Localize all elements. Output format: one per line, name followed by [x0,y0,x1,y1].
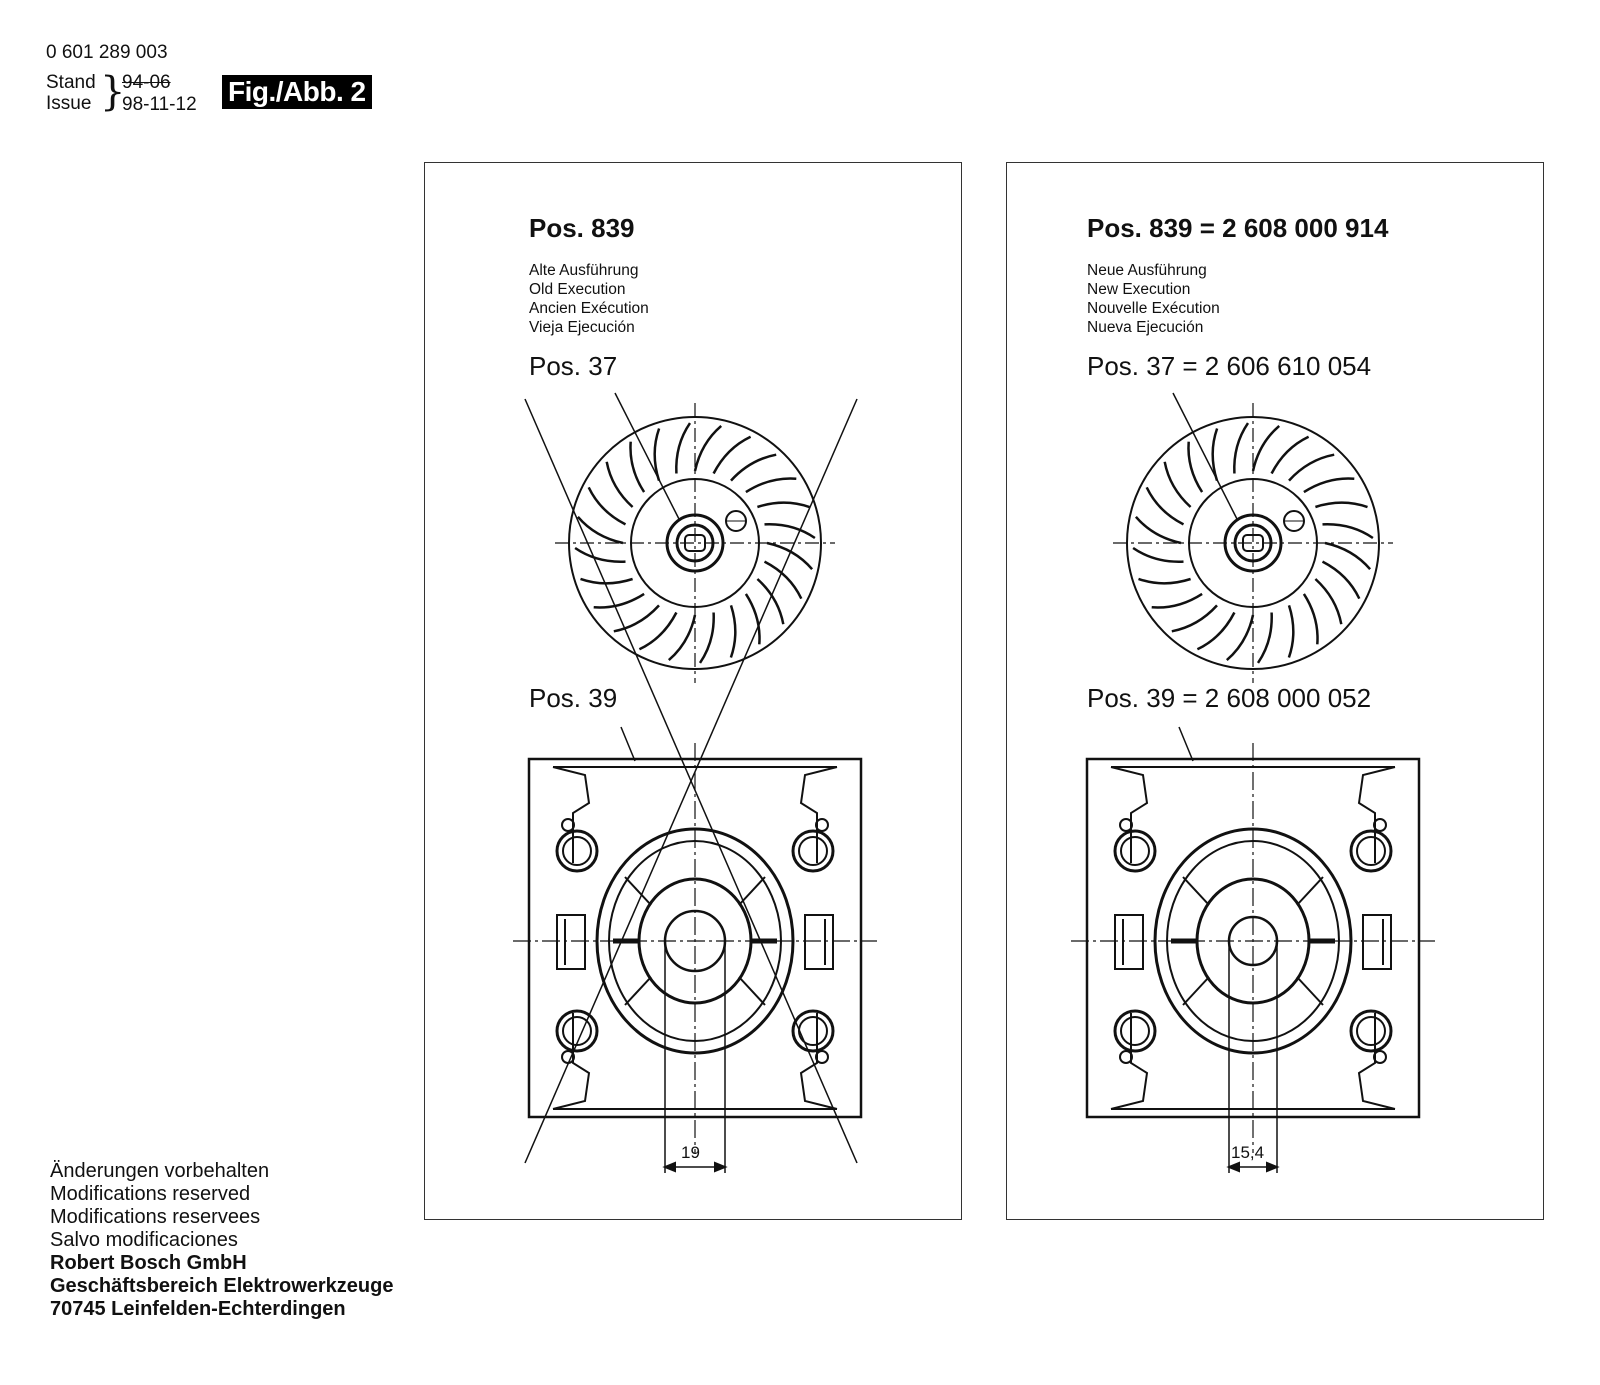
fan-blade [1315,579,1341,624]
fan-blade [578,517,623,543]
cross-out-lines [525,399,857,1163]
brace-glyph: } [100,69,126,115]
execution-list [529,261,649,337]
fan-blade [1227,615,1253,660]
fan-blade [757,503,809,507]
fan-blade [669,615,695,660]
fan-blade [676,423,690,473]
fan-blade [1289,455,1334,481]
note-es: Salvo modificaciones [50,1229,238,1251]
part-number: 0 601 289 003 [46,42,168,63]
panel-title: Pos. 839 [529,213,635,243]
fan-blade [1289,605,1293,657]
dimension-label: 19 [681,1143,700,1162]
fan-blade [695,426,721,471]
execution-en: New Execution [1087,281,1191,298]
fan-blade [630,442,644,492]
pos-37-label: Pos. 37 = 2 606 610 054 [1087,351,1372,381]
fan-blade [1258,613,1272,663]
execution-fr: Nouvelle Exécution [1087,300,1220,317]
company-division: Geschäftsbereich Elektrowerkzeuge [50,1275,394,1297]
fan-blade [1315,503,1367,507]
dimension-label: 15,4 [1231,1143,1265,1162]
fan-blade [767,543,812,569]
panel-old-execution [424,162,962,1220]
fan-blade [1304,478,1354,492]
fan-drawing [555,393,835,683]
execution-en: Old Execution [529,281,626,298]
note-fr: Modifications reservees [50,1206,261,1228]
pos-39-label: Pos. 39 [529,683,618,713]
fan-blade [1253,426,1279,471]
fan-blade [575,548,625,562]
figure-label: Fig./Abb. 2 [222,75,372,109]
panel-new-execution [1006,162,1544,1220]
execution-fr: Ancien Exécution [529,300,649,317]
fan-blade [1304,594,1318,644]
stand-issue-labels [46,72,96,114]
fan-blade [607,462,633,507]
old-date: 94-06 [122,72,171,93]
fan-blade [1325,543,1370,569]
footer [50,1160,393,1321]
fan-blade [731,455,776,481]
fan-blade [731,605,735,657]
fan-blade [1172,605,1217,631]
issue-label: Issue [46,93,92,114]
execution-de: Alte Ausführung [529,262,639,279]
fan-blade [1323,524,1373,538]
fan-blade [1234,423,1248,473]
fan-blade [581,579,633,583]
pad-drawing [513,727,877,1173]
fan-blade [746,478,796,492]
execution-de: Neue Ausführung [1087,262,1207,279]
pos-37-label: Pos. 37 [529,351,618,381]
fan-blade [746,594,760,644]
fan-blade [1139,579,1191,583]
company-address: 70745 Leinfelden-Echterdingen [50,1298,346,1320]
note-en: Modifications reserved [50,1183,251,1205]
pad-drawing [1071,727,1435,1173]
fan-blade [1188,442,1202,492]
execution-es: Nueva Ejecución [1087,319,1204,336]
pos-39-label: Pos. 39 = 2 608 000 052 [1087,683,1372,713]
execution-es: Vieja Ejecución [529,319,635,336]
fan-blade [1133,548,1183,562]
old-execution-drawing [425,163,963,1221]
fan-blade [594,594,644,608]
company-name: Robert Bosch GmbH [50,1252,247,1274]
fan-drawing [1113,393,1393,683]
fan-blade [1136,517,1181,543]
note-de: Änderungen vorbehalten [50,1160,270,1182]
new-date: 98-11-12 [122,94,197,115]
fan-blade [765,524,815,538]
stand-label: Stand [46,72,96,93]
fan-blade [1165,462,1191,507]
fan-blade [700,613,714,663]
fan-blade [1152,594,1202,608]
panel-title: Pos. 839 = 2 608 000 914 [1087,213,1389,243]
execution-list [1087,261,1220,337]
